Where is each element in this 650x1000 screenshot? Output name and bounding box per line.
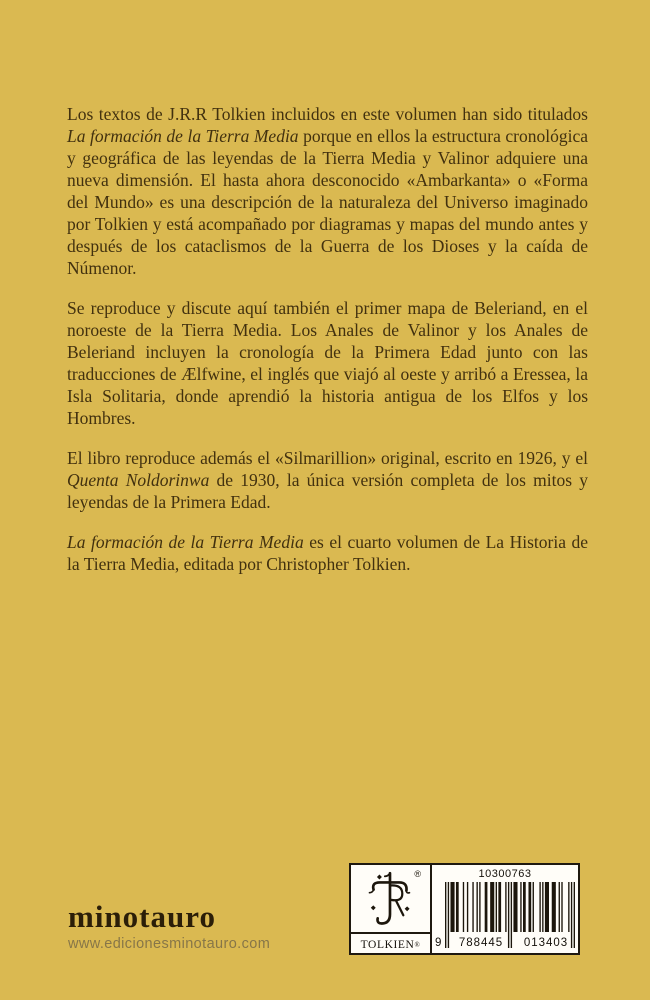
ean13-barcode — [435, 882, 575, 950]
blurb-text — [67, 103, 588, 593]
publisher-website: www.edicionesminotauro.com — [68, 936, 271, 952]
paragraph-1: Los textos de J.R.R Tolkien incluidos en este volumen han sido titulados La formación de la Tierra Media porque en ellos la estructura cronológica y geográfica de las leyendas de la Tierra Media y Valinor adquiere una nueva dimensión. El hasta ahora desconocido «Ambarkanta» o «Forma del Mundo» es una descripción de la naturaleza del Universo imaginado por Tolkien y está acompañado por diagramas y mapas del mundo antes y después de los cataclismos de la Guerra de los Dioses y la caída de Númenor. — [67, 104, 588, 278]
isbn-box — [349, 863, 580, 955]
isbn-group-left: 788445 — [458, 937, 504, 949]
registered-mark-icon: ® — [414, 869, 421, 879]
publisher-block — [68, 901, 270, 952]
isbn-digit-lead: 9 — [435, 937, 442, 949]
isbn-group-right: 013403 — [523, 937, 569, 949]
barcode-number-top: 10300763 — [478, 868, 532, 880]
tolkien-logo-cell — [351, 865, 432, 953]
paragraph-3: El libro reproduce además el «Silmarillion» original, escrito en 1926, y el Quenta Noldorinwa de 1930, la única versión completa de los mitos y leyendas de la Primera Edad. — [67, 448, 588, 512]
paragraph-2: Se reproduce y discute aquí también el primer mapa de Beleriand, en el noroeste de la Tierra Media. Los Anales de Valinor y los Anales de Beleriand incluyen la cronología de la Primera Edad junto con las traducciones de Ælfwine, el inglés que viajó al oeste y arribó a Eressea, la Isla Solitaria, donde aprendió la historia antigua de los Elfos y los Hombres. — [67, 298, 588, 428]
tolkien-monogram-icon — [351, 865, 430, 932]
paragraph-4: La formación de la Tierra Media es el cuarto volumen de La Historia de la Tierra Media, editada por Christopher Tolkien. — [67, 532, 589, 574]
tolkien-label — [351, 932, 430, 957]
publisher-logo-text: minotauro — [68, 899, 216, 934]
barcode-cell — [432, 865, 578, 953]
tolkien-label-text: TOLKIEN — [360, 939, 415, 952]
registered-mark: ® — [414, 940, 421, 949]
isbn-number-row — [435, 937, 575, 950]
